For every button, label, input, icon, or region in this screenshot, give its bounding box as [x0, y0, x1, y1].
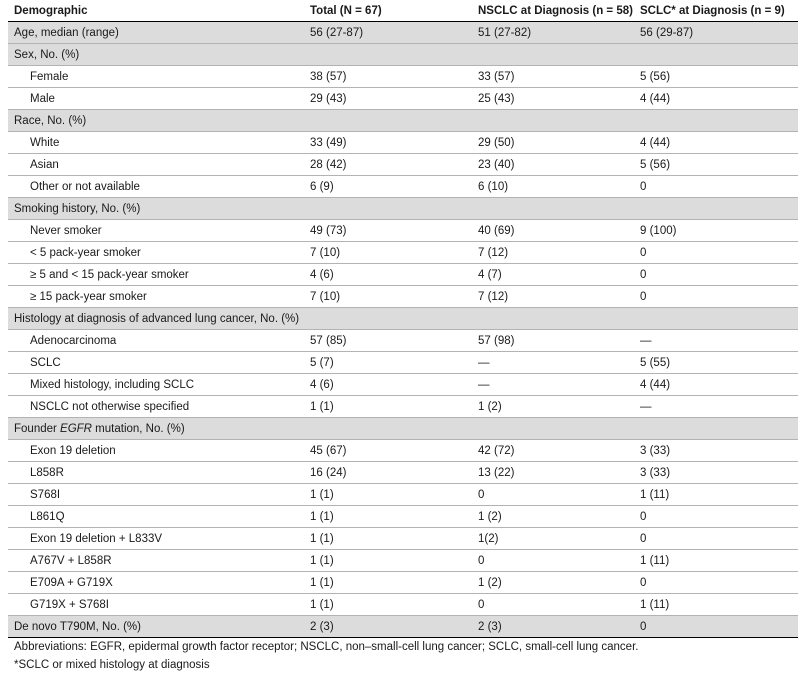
section-row — [8, 198, 798, 220]
row-label: SCLC — [8, 352, 304, 374]
table-cell: 7 (10) — [304, 286, 472, 308]
table-cell: 33 (49) — [304, 132, 472, 154]
table-cell: 1 (1) — [304, 396, 472, 418]
row-label: De novo T790M, No. (%) — [8, 616, 304, 638]
table-cell: 3 (33) — [634, 440, 798, 462]
section-row — [8, 110, 798, 132]
table-cell: 5 (56) — [634, 66, 798, 88]
table-cell: 4 (7) — [472, 264, 634, 286]
table-cell: 29 (50) — [472, 132, 634, 154]
table-cell: 0 — [472, 484, 634, 506]
table-row — [8, 572, 798, 594]
table-row — [8, 462, 798, 484]
gene-name: EGFR — [60, 422, 92, 435]
table-cell: 7 (10) — [304, 242, 472, 264]
row-label: Adenocarcinoma — [8, 330, 304, 352]
section-row — [8, 308, 798, 330]
table-cell — [634, 198, 798, 220]
table-cell: 0 — [634, 242, 798, 264]
table-cell: 13 (22) — [472, 462, 634, 484]
row-label — [8, 418, 304, 440]
table-cell: 1(2) — [472, 528, 634, 550]
table-row — [8, 66, 798, 88]
row-label: Mixed histology, including SCLC — [8, 374, 304, 396]
table-cell: 28 (42) — [304, 154, 472, 176]
row-label: Race, No. (%) — [8, 110, 304, 132]
row-label: Male — [8, 88, 304, 110]
table-cell: 4 (44) — [634, 88, 798, 110]
column-header: Total (N = 67) — [304, 0, 472, 22]
table-cell: 4 (44) — [634, 374, 798, 396]
table-row — [8, 396, 798, 418]
row-label: Age, median (range) — [8, 22, 304, 44]
row-label: Other or not available — [8, 176, 304, 198]
table-cell — [304, 44, 472, 66]
section-row — [8, 22, 798, 44]
table-cell: 40 (69) — [472, 220, 634, 242]
table-cell: 7 (12) — [472, 242, 634, 264]
table-row — [8, 440, 798, 462]
table-row — [8, 220, 798, 242]
table-row — [8, 264, 798, 286]
row-label: Exon 19 deletion — [8, 440, 304, 462]
table-cell: 1 (2) — [472, 396, 634, 418]
table-row — [8, 88, 798, 110]
row-label: Female — [8, 66, 304, 88]
table-cell: 1 (1) — [304, 550, 472, 572]
table-cell: — — [472, 374, 634, 396]
row-label: L858R — [8, 462, 304, 484]
table-cell: 0 — [634, 176, 798, 198]
row-label: < 5 pack-year smoker — [8, 242, 304, 264]
table-cell: 0 — [472, 594, 634, 616]
table-cell: 7 (12) — [472, 286, 634, 308]
row-label: ≥ 5 and < 15 pack-year smoker — [8, 264, 304, 286]
table-cell: 5 (7) — [304, 352, 472, 374]
table-cell: 1 (11) — [634, 550, 798, 572]
table-cell: 0 — [472, 550, 634, 572]
table-body — [8, 22, 798, 638]
row-label: Sex, No. (%) — [8, 44, 304, 66]
section-row — [8, 44, 798, 66]
table-cell: 4 (6) — [304, 374, 472, 396]
table-cell — [304, 110, 472, 132]
table-cell: 0 — [634, 616, 798, 638]
header-row — [8, 0, 798, 22]
table-cell: 5 (55) — [634, 352, 798, 374]
table-cell — [304, 308, 472, 330]
table-cell — [472, 418, 634, 440]
table-cell: 1 (1) — [304, 594, 472, 616]
demographics-table — [8, 0, 798, 638]
row-label: Smoking history, No. (%) — [8, 198, 304, 220]
table-cell: — — [634, 330, 798, 352]
column-header: NSCLC at Diagnosis (n = 58) — [472, 0, 634, 22]
row-label: Never smoker — [8, 220, 304, 242]
table-cell: 0 — [634, 528, 798, 550]
table-cell: 1 (11) — [634, 594, 798, 616]
row-label-text: mutation, No. (%) — [91, 422, 185, 435]
abbreviations-note: Abbreviations: EGFR, epidermal growth factor receptor; NSCLC, non–small-cell lung cancer; SCLC, small-cell lung cancer. — [14, 641, 639, 653]
row-label: Asian — [8, 154, 304, 176]
table-cell — [304, 418, 472, 440]
table-cell: 25 (43) — [472, 88, 634, 110]
table-cell: 4 (44) — [634, 132, 798, 154]
table-cell — [472, 44, 634, 66]
table-cell: 1 (1) — [304, 506, 472, 528]
table-cell: 5 (56) — [634, 154, 798, 176]
row-label: E709A + G719X — [8, 572, 304, 594]
table-row — [8, 154, 798, 176]
table-row — [8, 132, 798, 154]
table-row — [8, 484, 798, 506]
table-cell: 4 (6) — [304, 264, 472, 286]
table-row — [8, 286, 798, 308]
table-cell: 57 (85) — [304, 330, 472, 352]
row-label: A767V + L858R — [8, 550, 304, 572]
footnote: *SCLC or mixed histology at diagnosis — [14, 659, 210, 671]
table-cell: 42 (72) — [472, 440, 634, 462]
table-cell: 38 (57) — [304, 66, 472, 88]
table-row — [8, 242, 798, 264]
table-cell: 6 (10) — [472, 176, 634, 198]
table-cell: 1 (1) — [304, 528, 472, 550]
table-cell: 0 — [634, 264, 798, 286]
table-cell — [472, 308, 634, 330]
table-cell — [304, 198, 472, 220]
table-cell: 49 (73) — [304, 220, 472, 242]
table-row — [8, 528, 798, 550]
table-cell: 1 (1) — [304, 484, 472, 506]
table-cell: 0 — [634, 572, 798, 594]
table-cell: 45 (67) — [304, 440, 472, 462]
table-cell: 0 — [634, 286, 798, 308]
column-header: SCLC* at Diagnosis (n = 9) — [634, 0, 798, 22]
table-cell: 0 — [634, 506, 798, 528]
row-label: Histology at diagnosis of advanced lung cancer, No. (%) — [8, 308, 304, 330]
table-notes — [14, 638, 794, 674]
table-cell: 33 (57) — [472, 66, 634, 88]
row-label: Exon 19 deletion + L833V — [8, 528, 304, 550]
row-label: ≥ 15 pack-year smoker — [8, 286, 304, 308]
section-row — [8, 418, 798, 440]
table-cell: 9 (100) — [634, 220, 798, 242]
table-cell: 1 (2) — [472, 506, 634, 528]
table-cell — [634, 110, 798, 132]
table-cell — [634, 44, 798, 66]
table-cell: 29 (43) — [304, 88, 472, 110]
row-label: NSCLC not otherwise specified — [8, 396, 304, 418]
table-cell: 56 (29-87) — [634, 22, 798, 44]
table-cell: 1 (2) — [472, 572, 634, 594]
row-label: L861Q — [8, 506, 304, 528]
table-row — [8, 352, 798, 374]
section-row — [8, 616, 798, 638]
row-label-text: Founder — [14, 422, 61, 435]
table-cell: 51 (27-82) — [472, 22, 634, 44]
table-row — [8, 506, 798, 528]
table-cell: 23 (40) — [472, 154, 634, 176]
table-cell: 2 (3) — [304, 616, 472, 638]
table-row — [8, 594, 798, 616]
table-cell: 6 (9) — [304, 176, 472, 198]
table-row — [8, 176, 798, 198]
table-cell: 57 (98) — [472, 330, 634, 352]
table-cell — [472, 110, 634, 132]
table-row — [8, 550, 798, 572]
table-cell — [634, 308, 798, 330]
row-label: White — [8, 132, 304, 154]
table-cell: 2 (3) — [472, 616, 634, 638]
table-cell — [472, 198, 634, 220]
row-label: S768I — [8, 484, 304, 506]
column-header: Demographic — [8, 0, 304, 22]
table-cell — [634, 418, 798, 440]
table-cell: — — [472, 352, 634, 374]
table-cell: 56 (27-87) — [304, 22, 472, 44]
table-cell: — — [634, 396, 798, 418]
table-cell: 1 (1) — [304, 572, 472, 594]
row-label: G719X + S768I — [8, 594, 304, 616]
table-cell: 3 (33) — [634, 462, 798, 484]
table-cell: 1 (11) — [634, 484, 798, 506]
table-cell: 16 (24) — [304, 462, 472, 484]
table-row — [8, 374, 798, 396]
table-row — [8, 330, 798, 352]
